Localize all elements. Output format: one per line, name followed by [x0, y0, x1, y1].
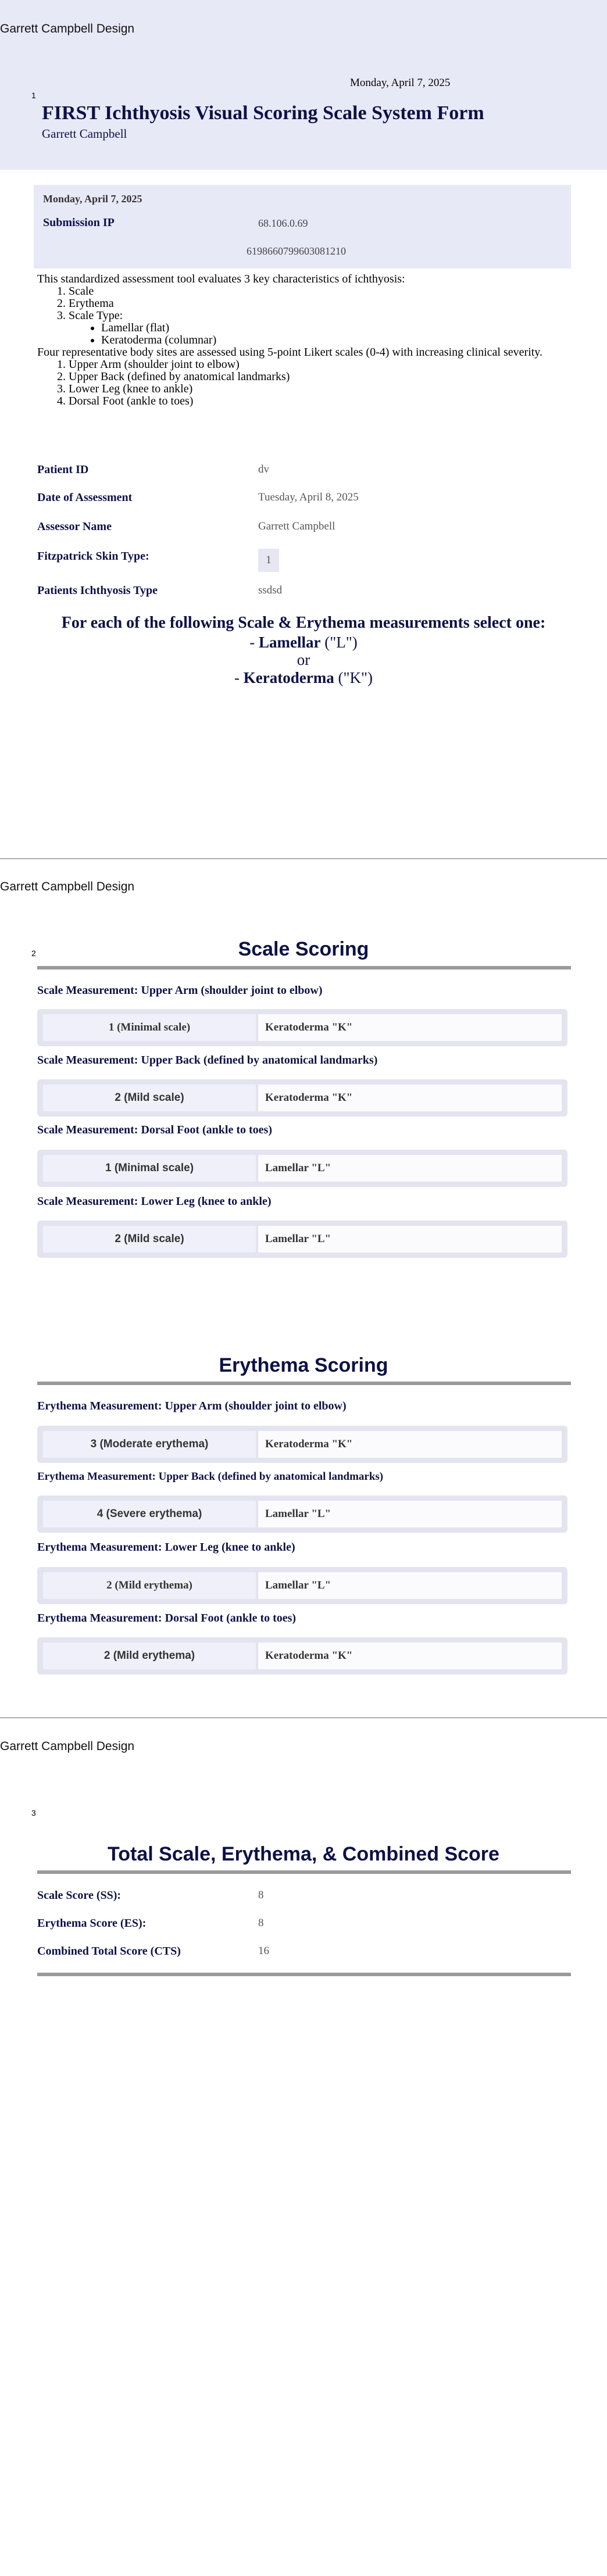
instruction-lamellar — [0, 634, 607, 652]
scale-score: 1 (Minimal scale) — [43, 1014, 256, 1041]
submission-info-box — [34, 185, 571, 269]
page-title: FIRST Ichthyosis Visual Scoring Scale System Form — [42, 102, 484, 124]
brand-name: Garrett Campbell Design — [0, 22, 135, 35]
erythema-measurement-row — [37, 1567, 567, 1604]
scale-score: 2 (Mild scale) — [43, 1085, 256, 1111]
erythema-type: Lamellar "L" — [258, 1572, 562, 1599]
scale-scoring-title: Scale Scoring — [238, 938, 369, 960]
brand-name: Garrett Campbell Design — [0, 1740, 135, 1753]
instruction-or: or — [297, 651, 310, 668]
characteristics-list — [37, 285, 566, 346]
erythema-measurement-row — [37, 1426, 567, 1463]
form-author: Garrett Campbell — [42, 127, 127, 141]
submission-ip-label: Submission IP — [43, 216, 115, 229]
scale-measurement-label: Scale Measurement: Upper Back (defined by anatomical landmarks) — [37, 1054, 378, 1067]
assessment-date-label: Date of Assessment — [37, 491, 133, 504]
erythema-measurement-row — [37, 1495, 567, 1533]
scale-measurement-row — [37, 1079, 567, 1117]
erythema-measurement-label: Erythema Measurement: Upper Arm (shoulder joint to elbow) — [37, 1400, 347, 1412]
total-score-title: Total Scale, Erythema, & Combined Score — [108, 1843, 499, 1865]
lamellar-prefix: - — [249, 634, 259, 651]
list-item: 3. Lower Leg (knee to ankle) — [69, 383, 566, 395]
list-item: 2. Erythema — [69, 298, 566, 310]
erythema-type: Keratoderma "K" — [258, 1643, 562, 1669]
list-item: 4. Dorsal Foot (ankle to toes) — [69, 395, 566, 407]
page-number: 3 — [31, 1808, 36, 1817]
list-item: 1. Scale — [69, 285, 566, 298]
scale-type: Lamellar "L" — [258, 1226, 562, 1253]
erythema-score-label: Erythema Score (ES): — [37, 1917, 147, 1930]
section-divider — [37, 1973, 571, 1976]
erythema-type: Keratoderma "K" — [258, 1431, 562, 1458]
scale-score-label: Scale Score (SS): — [37, 1889, 122, 1902]
intro-text — [37, 273, 566, 407]
scale-measurement-row — [37, 1009, 567, 1046]
page-divider — [0, 858, 607, 859]
ichthyosis-type-label: Patients Ichthyosis Type — [37, 584, 158, 597]
erythema-measurement-label: Erythema Measurement: Lower Leg (knee to ankle) — [37, 1541, 295, 1554]
list-item: • Lamellar (flat) — [101, 322, 566, 334]
scale-score: 1 (Minimal scale) — [43, 1155, 256, 1182]
submission-date: Monday, April 7, 2025 — [43, 193, 142, 205]
erythema-score: 2 (Mild erythema) — [43, 1572, 256, 1599]
scale-types-list — [69, 322, 566, 346]
scale-score: 2 (Mild scale) — [43, 1226, 256, 1253]
scale-measurement-row — [37, 1150, 567, 1187]
intro-lead: This standardized assessment tool evaluates 3 key characteristics of ichthyosis: — [37, 273, 405, 285]
erythema-score: 3 (Moderate erythema) — [43, 1431, 256, 1458]
instruction-keratoderma — [0, 669, 607, 687]
erythema-measurement-label: Erythema Measurement: Upper Back (defined by anatomical landmarks) — [37, 1471, 384, 1483]
scale-type: Keratoderma "K" — [258, 1085, 562, 1111]
keratoderma-code: ("K") — [334, 669, 373, 686]
scale-measurement-label: Scale Measurement: Lower Leg (knee to ankle) — [37, 1195, 272, 1208]
erythema-score-value: 8 — [258, 1917, 264, 1929]
fitzpatrick-label: Fitzpatrick Skin Type: — [37, 550, 149, 563]
submission-ip-value: 68.106.0.69 — [258, 217, 308, 229]
section-divider — [37, 1382, 571, 1385]
page-number: 1 — [31, 91, 36, 100]
erythema-score: 2 (Mild erythema) — [43, 1643, 256, 1669]
scale-type: Lamellar "L" — [258, 1155, 562, 1182]
assessor-label: Assessor Name — [37, 520, 112, 533]
patient-id-value: dv — [258, 463, 269, 475]
assessment-date-value: Tuesday, April 8, 2025 — [258, 491, 359, 503]
scale-score-value: 8 — [258, 1889, 264, 1901]
sites-list — [37, 359, 566, 407]
scale-type: Keratoderma "K" — [258, 1014, 562, 1041]
list-item: 1. Upper Arm (shoulder joint to elbow) — [69, 359, 566, 371]
instruction-heading: For each of the following Scale & Erythema measurements select one: — [61, 614, 546, 632]
keratoderma-label: Keratoderma — [243, 669, 334, 686]
scale-measurement-row — [37, 1221, 567, 1258]
list-item-label: Scale Type: — [69, 309, 123, 322]
list-item: 2. Upper Back (defined by anatomical landmarks) — [69, 371, 566, 383]
submission-id: 6198660799603081210 — [247, 245, 346, 257]
sites-text: Four representative body sites are assessed using 5-point Likert scales (0-4) with increasing clinical severity. — [37, 346, 543, 359]
erythema-score: 4 (Severe erythema) — [43, 1501, 256, 1527]
section-divider — [37, 966, 571, 969]
erythema-type: Lamellar "L" — [258, 1501, 562, 1527]
scale-measurement-label: Scale Measurement: Upper Arm (shoulder joint to elbow) — [37, 984, 323, 997]
section-divider — [37, 1870, 571, 1874]
combined-score-label: Combined Total Score (CTS) — [37, 1945, 181, 1958]
list-item — [69, 310, 566, 346]
fitzpatrick-value: 1 — [258, 549, 279, 572]
header-date: Monday, April 7, 2025 — [350, 77, 451, 89]
erythema-scoring-title: Erythema Scoring — [219, 1354, 388, 1376]
combined-score-value: 16 — [258, 1945, 269, 1957]
lamellar-code: ("L") — [320, 634, 358, 651]
brand-name: Garrett Campbell Design — [0, 880, 135, 893]
page-number: 2 — [31, 949, 36, 958]
keratoderma-prefix: - — [234, 669, 244, 686]
patient-id-label: Patient ID — [37, 463, 89, 476]
lamellar-label: Lamellar — [258, 634, 321, 651]
erythema-measurement-label: Erythema Measurement: Dorsal Foot (ankle to toes) — [37, 1612, 297, 1625]
list-item: • Keratoderma (columnar) — [101, 334, 566, 346]
form-header — [0, 0, 607, 170]
scale-measurement-label: Scale Measurement: Dorsal Foot (ankle to toes) — [37, 1124, 272, 1136]
assessor-value: Garrett Campbell — [258, 520, 335, 532]
ichthyosis-type-value: ssdsd — [258, 584, 283, 596]
erythema-measurement-row — [37, 1637, 567, 1675]
